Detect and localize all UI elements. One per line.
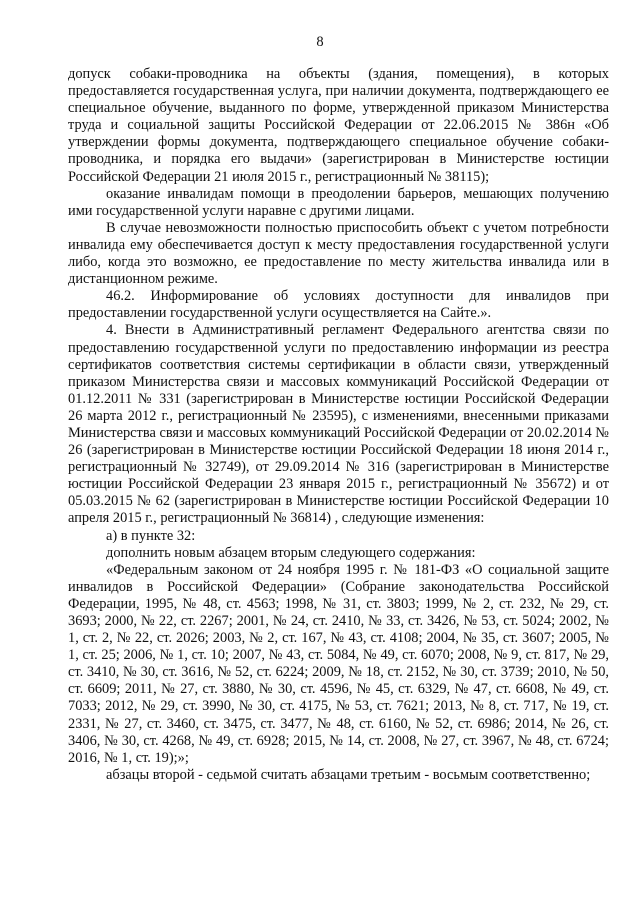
paragraph-renumbering: абзацы второй - седьмой считать абзацами третьим - восьмым соответственно; [106, 766, 591, 783]
document-body [68, 66, 609, 784]
paragraph-federal-law-quote: «Федеральным законом от 24 ноября 1995 г. № 181-ФЗ «О социальной защите инвалидов в Российской Федерации» (Собрание законодательства Российской Федерации, 1995, № 48, ст. 4563; 1998, № 31, ст. 3803; 1999, № 2, ст. 232, № 29, ст. 3693; 2000, № 22, ст. 2267; 2001, № 24, ст. 2410, № 33, ст. 3426, № 53, ст. 5024; 2002, № 1, ст. 2, № 22, ст. 2026; 2003, № 2, ст. 167, № 43, ст. 4108; 2004, № 35, ст. 3607; 2005, № 1, ст. 25; 2006, № 1, ст. 10; 2007, № 43, ст. 5084, № 49, ст. 6070; 2008, № 9, ст. 817, № 29, ст. 3410, № 30, ст. 3616, № 52, ст. 6224; 2009, № 18, ст. 2152, № 30, ст. 3739; 2010, № 50, ст. 6609; 2011, № 27, ст. 3880, № 30, ст. 4596, № 45, ст. 6329, № 47, ст. 6608, № 49, ст. 7033; 2012, № 29, ст. 3990, № 30, ст. 4175, № 53, ст. 7621; 2013, № 8, ст. 717, № 19, ст. 2331, № 27, ст. 3460, ст. 3475, ст. 3477, № 48, ст. 6160, № 52, ст. 6986; 2014, № 26, ст. 3406, № 30, ст. 4268, № 49, ст. 6928; 2015, № 14, ст. 2008, № 27, ст. 3967, № 48, ст. 6724; 2016, № 1, ст. 19);»; [68, 561, 609, 766]
paragraph-4-amendments: 4. Внести в Административный регламент Федерального агентства связи по предоставлению государственной услуги по предоставлению информации из реестра сертификатов соответствия системы сертификации в области связи, утвержденный приказом Министерства связи и массовых коммуникаций Российской Федерации от 01.12.2011 № 331 (зарегистрирован в Министерстве юстиции Российской Федерации 26 марта 2012 г., регистрационный № 23595), с изменениями, внесенными приказами Министерства связи и массовых коммуникаций Российской Федерации от 20.02.2014 № 26 (зарегистрирован в Министерстве юстиции Российской Федерации 18 июня 2014 г., регистрационный № 32749), от 29.09.2014 № 316 (зарегистрирован в Министерстве юстиции Российской Федерации 23 января 2015 г., регистрационный № 35672) и от 05.03.2015 № 62 (зарегистрирован в Министерстве юстиции Российской Федерации 10 апреля 2015 г., регистрационный № 36814) , следующие изменения: [68, 322, 609, 527]
paragraph-impossibility-adaptation: В случае невозможности полностью приспособить объект с учетом потребности инвалида ему обеспечивается доступ к месту предоставления государственной услуги либо, когда это возможно, ее предоставление по месту жительства инвалида или в дистанционном режиме. [68, 219, 609, 288]
paragraph-item-a: а) в пункте 32: [106, 527, 196, 544]
paragraph-assistance-barriers: оказание инвалидам помощи в преодолении барьеров, мешающих получению ими государственной услуги наравне с другими лицами. [68, 185, 609, 219]
paragraph-guide-dog-admission: допуск собаки-проводника на объекты (здания, помещения), в которых предоставляется государственная услуга, при наличии документа, подтверждающего ее специальное обучение, выданного по форме, утвержденной приказом Министерства труда и социальной защиты Российской Федерации от 22.06.2015 № 386н «Об утверждении формы документа, подтверждающего специальное обучение собаки-проводника, и порядка его выдачи» (зарегистрирован в Министерстве юстиции Российской Федерации 21 июля 2015 г., регистрационный № 38115); [68, 66, 609, 185]
paragraph-add-new-abzac: дополнить новым абзацем вторым следующего содержания: [106, 544, 476, 561]
paragraph-46-2-information: 46.2. Информирование об условиях доступности для инвалидов при предоставлении государственной услуги осуществляется на Сайте.». [68, 288, 609, 322]
page-number: 8 [316, 34, 324, 50]
